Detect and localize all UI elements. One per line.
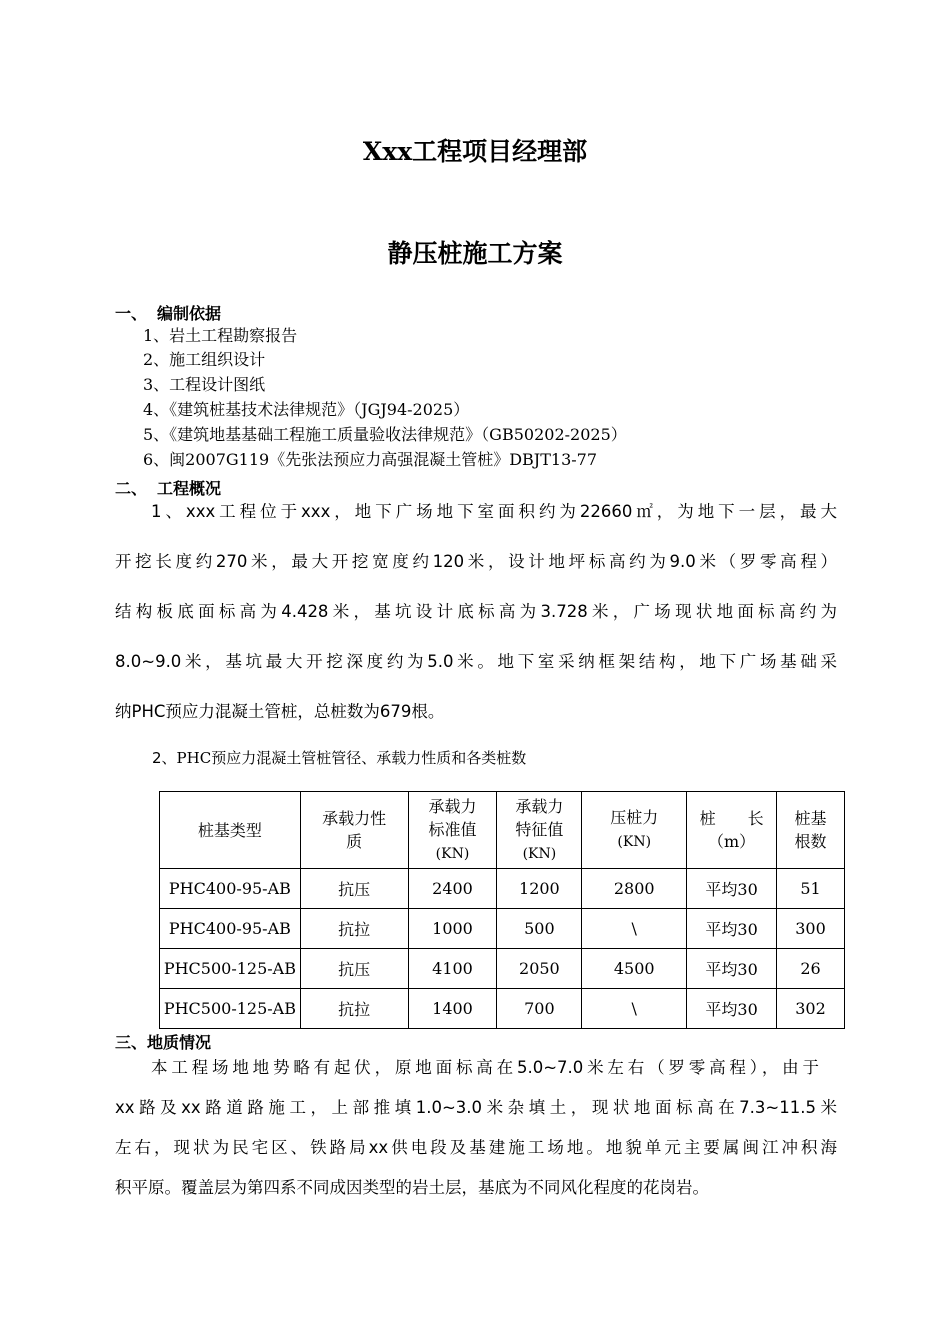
cell-nature: 抗压 (300, 869, 408, 909)
cell-count: 302 (777, 989, 845, 1029)
document-title: 静压桩施工方案 (387, 239, 563, 268)
cell-length: 平均30 (687, 909, 777, 949)
cell-force: \ (582, 909, 687, 949)
paragraph-line: 1、xxx工程位于xxx，地下广场地下室面积约为22660㎡，为地下一层，最大 (151, 502, 837, 521)
cell-count: 26 (777, 949, 845, 989)
pile-table (159, 791, 845, 1029)
cell-characteristic: 500 (497, 909, 582, 949)
cell-standard: 4100 (408, 949, 497, 989)
section-title: 编制依据 (157, 304, 222, 323)
cell-force: \ (582, 989, 687, 1029)
paragraph-line: 本工程场地地势略有起伏，原地面标高在5.0~7.0米左右（罗零高程），由于 (151, 1058, 819, 1077)
paragraph-line: 左右，现状为民宅区、铁路局xx供电段及基建施工场地。地貌单元主要属闽江冲积海 (115, 1138, 837, 1157)
paragraph-line: 8.0~9.0米，基坑最大开挖深度约为5.0米。地下室采纳框架结构，地下广场基础采 (115, 652, 837, 671)
basis-item: 1、岩土工程勘察报告 (143, 326, 298, 345)
section-number: 二、 (115, 479, 148, 498)
paragraph-line: 结构板底面标高为4.428米，基坑设计底标高为3.728米，广场现状地面标高约为 (115, 602, 837, 621)
section-heading-basis (115, 301, 221, 324)
subheading-number: 2、 (152, 749, 177, 767)
basis-item: 6、闽2007G119《先张法预应力高强混凝土管桩》DBJT13-77 (143, 450, 598, 469)
header-pile-length: 桩 长 （m） (687, 792, 777, 869)
cell-pile-type: PHC400-95-AB (160, 909, 301, 949)
cell-standard: 1400 (408, 989, 497, 1029)
table-header-row (160, 792, 845, 869)
section-number: 一、 (115, 304, 148, 323)
cell-characteristic: 1200 (497, 869, 582, 909)
cell-length: 平均30 (687, 869, 777, 909)
cell-force: 2800 (582, 869, 687, 909)
header-pile-type: 桩基类型 (160, 792, 301, 869)
paragraph-line: xx路及xx路道路施工，上部推填1.0~3.0米杂填土，现状地面标高在7.3~11.5米 (115, 1098, 837, 1117)
cell-length: 平均30 (687, 949, 777, 989)
section-heading-overview (115, 476, 221, 499)
section-heading-geology: 三、地质情况 (115, 1033, 212, 1052)
table-row (160, 869, 845, 909)
cell-nature: 抗拉 (300, 989, 408, 1029)
cell-characteristic: 700 (497, 989, 582, 1029)
table-row (160, 909, 845, 949)
paragraph-line: 积平原。覆盖层为第四系不同成因类型的岩土层，基底为不同风化程度的花岗岩。 (115, 1178, 709, 1197)
paragraph-line: 开挖长度约270米，最大开挖宽度约120米，设计地坪标高约为9.0米（罗零高程） (115, 552, 837, 571)
cell-pile-type: PHC500-125-AB (160, 989, 301, 1029)
cell-nature: 抗压 (300, 949, 408, 989)
cell-characteristic: 2050 (497, 949, 582, 989)
cell-nature: 抗拉 (300, 909, 408, 949)
cell-pile-type: PHC400-95-AB (160, 869, 301, 909)
paragraph-line: 纳PHC预应力混凝土管桩，总桩数为679根。 (115, 702, 445, 721)
cell-force: 4500 (582, 949, 687, 989)
cell-count: 51 (777, 869, 845, 909)
basis-item: 2、施工组织设计 (143, 350, 266, 369)
basis-item: 5、《建筑地基基础工程施工质量验收法律规范》（GB50202-2025） (143, 425, 627, 444)
header-pressing-force: 压桩力 (KN) (582, 792, 687, 869)
header-characteristic-value: 承载力 特征值 (KN) (497, 792, 582, 869)
cell-count: 300 (777, 909, 845, 949)
header-capacity-nature: 承载力性 质 (300, 792, 408, 869)
basis-item: 4、《建筑桩基技术法律规范》（JGJ94-2025） (143, 400, 470, 419)
table-row (160, 989, 845, 1029)
subheading-text: PHC预应力混凝土管桩管径、承载力性质和各类桩数 (176, 749, 527, 767)
pile-subheading (152, 747, 526, 768)
header-pile-count: 桩基 根数 (777, 792, 845, 869)
header-standard-value: 承载力 标准值 (KN) (408, 792, 497, 869)
cell-length: 平均30 (687, 989, 777, 1029)
table-row (160, 949, 845, 989)
cell-standard: 2400 (408, 869, 497, 909)
basis-item: 3、工程设计图纸 (143, 375, 266, 394)
cell-pile-type: PHC500-125-AB (160, 949, 301, 989)
company-title: Xxx工程项目经理部 (362, 137, 588, 166)
cell-standard: 1000 (408, 909, 497, 949)
section-title: 工程概况 (157, 479, 222, 498)
